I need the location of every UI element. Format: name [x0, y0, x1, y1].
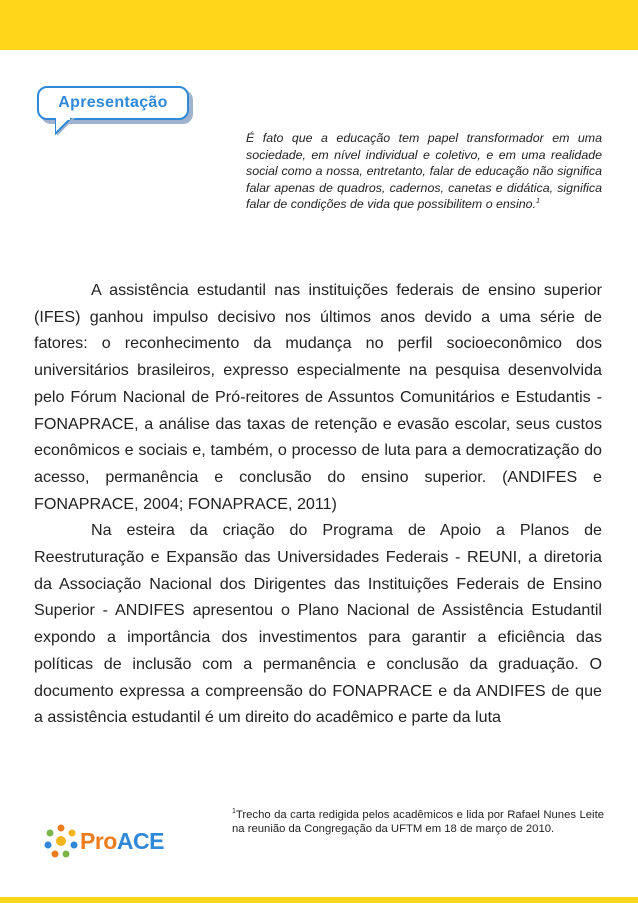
epigraph-quote [246, 130, 602, 213]
logo-text-ace: ACE [116, 827, 164, 854]
main-body-text [34, 277, 602, 731]
section-tag-label: Apresentação [37, 86, 189, 120]
bottom-yellow-strip [0, 897, 638, 903]
epigraph-text: É fato que a educação tem papel transformador em uma sociedade, em nível individual e coletivo, e em uma realidade social como a nossa, entretanto, falar de educação não significa falar apenas de quadros, cadernos, canetas e didática, significa falar de condições de vida que possibilitem o ensino. [246, 131, 602, 212]
proace-emblem-icon [44, 824, 78, 858]
footnote-marker: 1 [232, 808, 236, 816]
proace-logo [44, 824, 164, 858]
footnote-text: Trecho da carta redigida pelos acadêmicos e lida por Rafael Nunes Leite na reunião da Congregação da UFTM em 18 de março de 2010. [232, 809, 604, 836]
speech-bubble-tail-icon [55, 118, 79, 138]
footnote [232, 808, 604, 837]
logo-text-pro: Pro [80, 827, 117, 854]
paragraph-1: A assistência estudantil nas instituições federais de ensino superior (IFES) ganhou impulso decisivo nos últimos anos devido a uma série de fatores: o reconhecimento da mudança no perfil socioeconômico dos universitários brasileiros, expresso especialmente na pesquisa desenvolvida pelo Fórum Nacional de Pró-reitores de Assuntos Comunitários e Estudantis - FONAPRACE, a análise das taxas de retenção e evasão escolar, seus custos econômicos e sociais e, também, o processo de luta para a democratização do acesso, permanência e conclusão do ensino superior. (ANDIFES e FONAPRACE, 2004; FONAPRACE, 2011) [34, 281, 602, 513]
top-yellow-bar [0, 0, 638, 50]
proace-wordmark [80, 828, 164, 855]
paragraph-2: Na esteira da criação do Programa de Apoio a Planos de Reestruturação e Expansão das Universidades Federais - REUNI, a diretoria da Associação Nacional dos Dirigentes das Instituições Federais de Ensino Superior - ANDIFES apresentou o Plano Nacional de Assistência Estudantil expondo a importância dos investimentos para garantir a eficiência das políticas de inclusão com a permanência e conclusão da graduação. O documento expressa a compreensão do FONAPRACE e da ANDIFES de que a assistência estudantil é um direito do acadêmico e parte da luta [34, 521, 602, 727]
section-tag [37, 86, 189, 120]
epigraph-note-marker: 1 [535, 198, 540, 206]
